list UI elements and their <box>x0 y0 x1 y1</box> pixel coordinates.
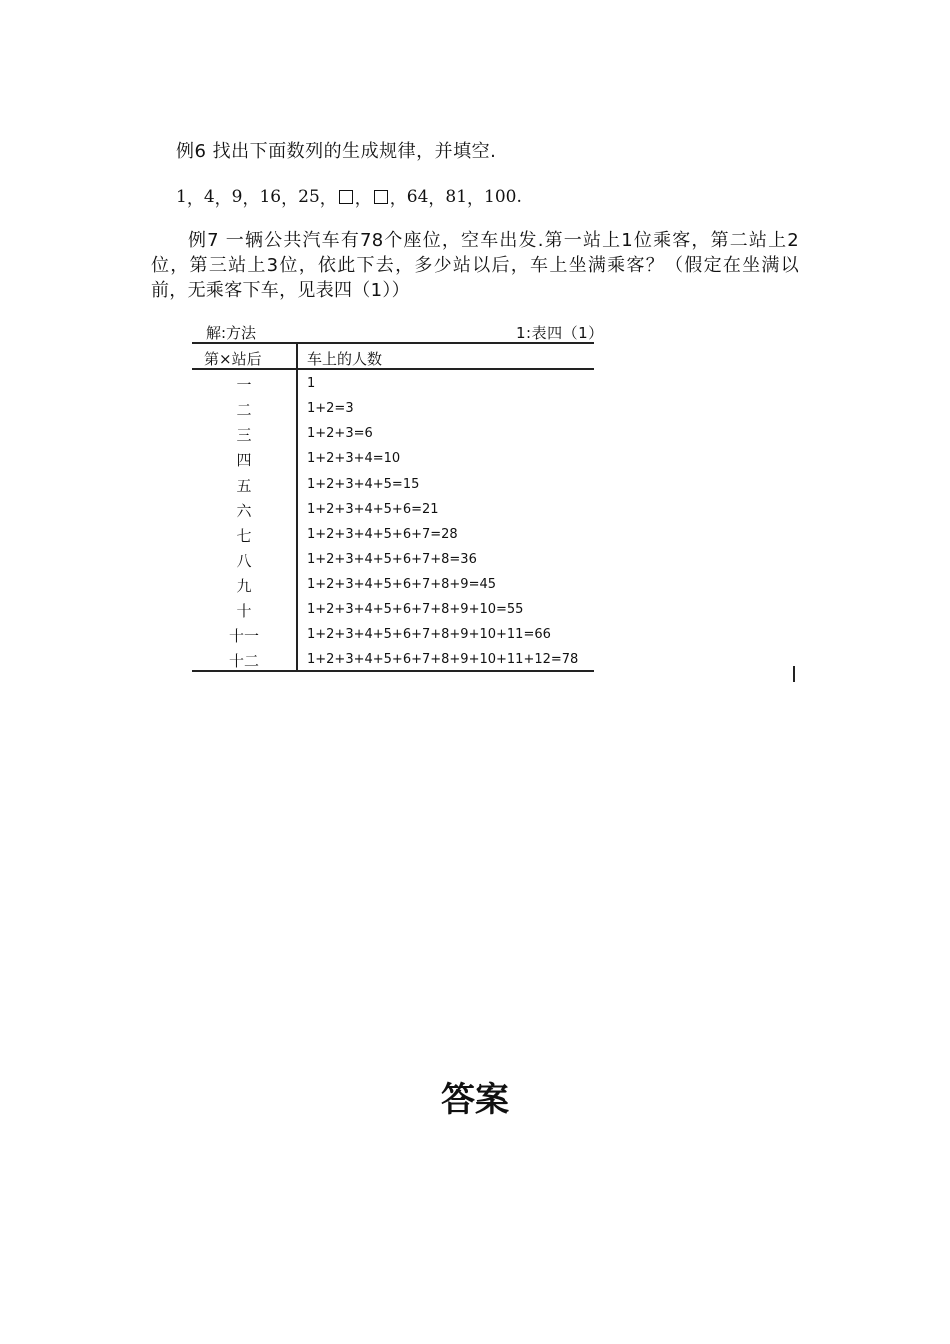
table-top-rule <box>192 342 594 344</box>
example6-title: 例6 找出下面数列的生成规律，并填空. <box>176 141 497 162</box>
column-header-station: 第×站后 <box>204 350 262 368</box>
seq-item: 16 <box>259 186 282 207</box>
blank-box[interactable] <box>374 190 388 204</box>
table-cell-station: 八 <box>236 552 252 570</box>
example7-text: 例7 一辆公共汽车有78个座位，空车出发.第一站上1位乘客，第二站上2位，第三站上3位，依此下去，多少站以后，车上坐满乘客？（假定在坐满以前，无乘客下车，见表四（1）） <box>151 230 799 301</box>
table-cell-station: 五 <box>236 477 252 495</box>
solution-label: 解:方法 <box>206 324 257 342</box>
table-cell-count: 1+2+3+4+5+6+7+8+9=45 <box>307 577 497 592</box>
seq-item: 9 <box>231 186 243 207</box>
table-cell-station: 三 <box>236 426 252 444</box>
table-column-divider <box>296 342 298 671</box>
seq-item: 25 <box>298 186 320 207</box>
table-cell-count: 1+2+3+4+5+6+7+8+9+10+11+12=78 <box>307 652 579 667</box>
seq-item: 100. <box>484 186 522 207</box>
table-cell-count: 1+2+3+4+5+6=21 <box>307 502 439 517</box>
table-cell-count: 1+2+3+4+5+6+7+8+9+10+11=66 <box>307 627 551 642</box>
seq-item: 1 <box>176 186 187 207</box>
seq-item: 81 <box>445 186 468 207</box>
table-cell-count: 1+2+3+4+5+6+7+8+9+10=55 <box>307 602 524 617</box>
table-cell-station: 七 <box>236 527 252 545</box>
table-cell-count: 1 <box>307 376 316 391</box>
text-cursor <box>793 666 795 682</box>
table-cell-count: 1+2=3 <box>307 401 354 416</box>
table-cell-station: 六 <box>236 502 252 520</box>
table-caption: 1:表四（1） <box>516 324 604 342</box>
table-cell-station: 十二 <box>228 652 259 670</box>
table-cell-count: 1+2+3+4=10 <box>307 451 401 466</box>
seq-item: 4 <box>203 186 215 207</box>
table-cell-station: 一 <box>236 376 252 394</box>
table-cell-count: 1+2+3=6 <box>307 426 373 441</box>
table-cell-count: 1+2+3+4+5=15 <box>307 477 420 492</box>
table-cell-station: 十 <box>236 602 252 620</box>
table-cell-station: 四 <box>236 451 252 469</box>
answer-heading: 答案 <box>441 1080 509 1120</box>
table-cell-count: 1+2+3+4+5+6+7+8=36 <box>307 552 477 567</box>
table-cell-station: 十一 <box>228 627 259 645</box>
table-cell-count: 1+2+3+4+5+6+7=28 <box>307 527 458 542</box>
blank-box[interactable] <box>339 190 353 204</box>
column-header-count: 车上的人数 <box>307 350 383 368</box>
number-sequence: 1 ， 4 ， 9 ， 16 ， 25 ， ， ， 64 ， 81 ， 100. <box>176 186 522 209</box>
seq-item: 64 <box>406 186 429 207</box>
table-cell-station: 二 <box>236 401 252 419</box>
table-cell-station: 九 <box>236 577 252 595</box>
